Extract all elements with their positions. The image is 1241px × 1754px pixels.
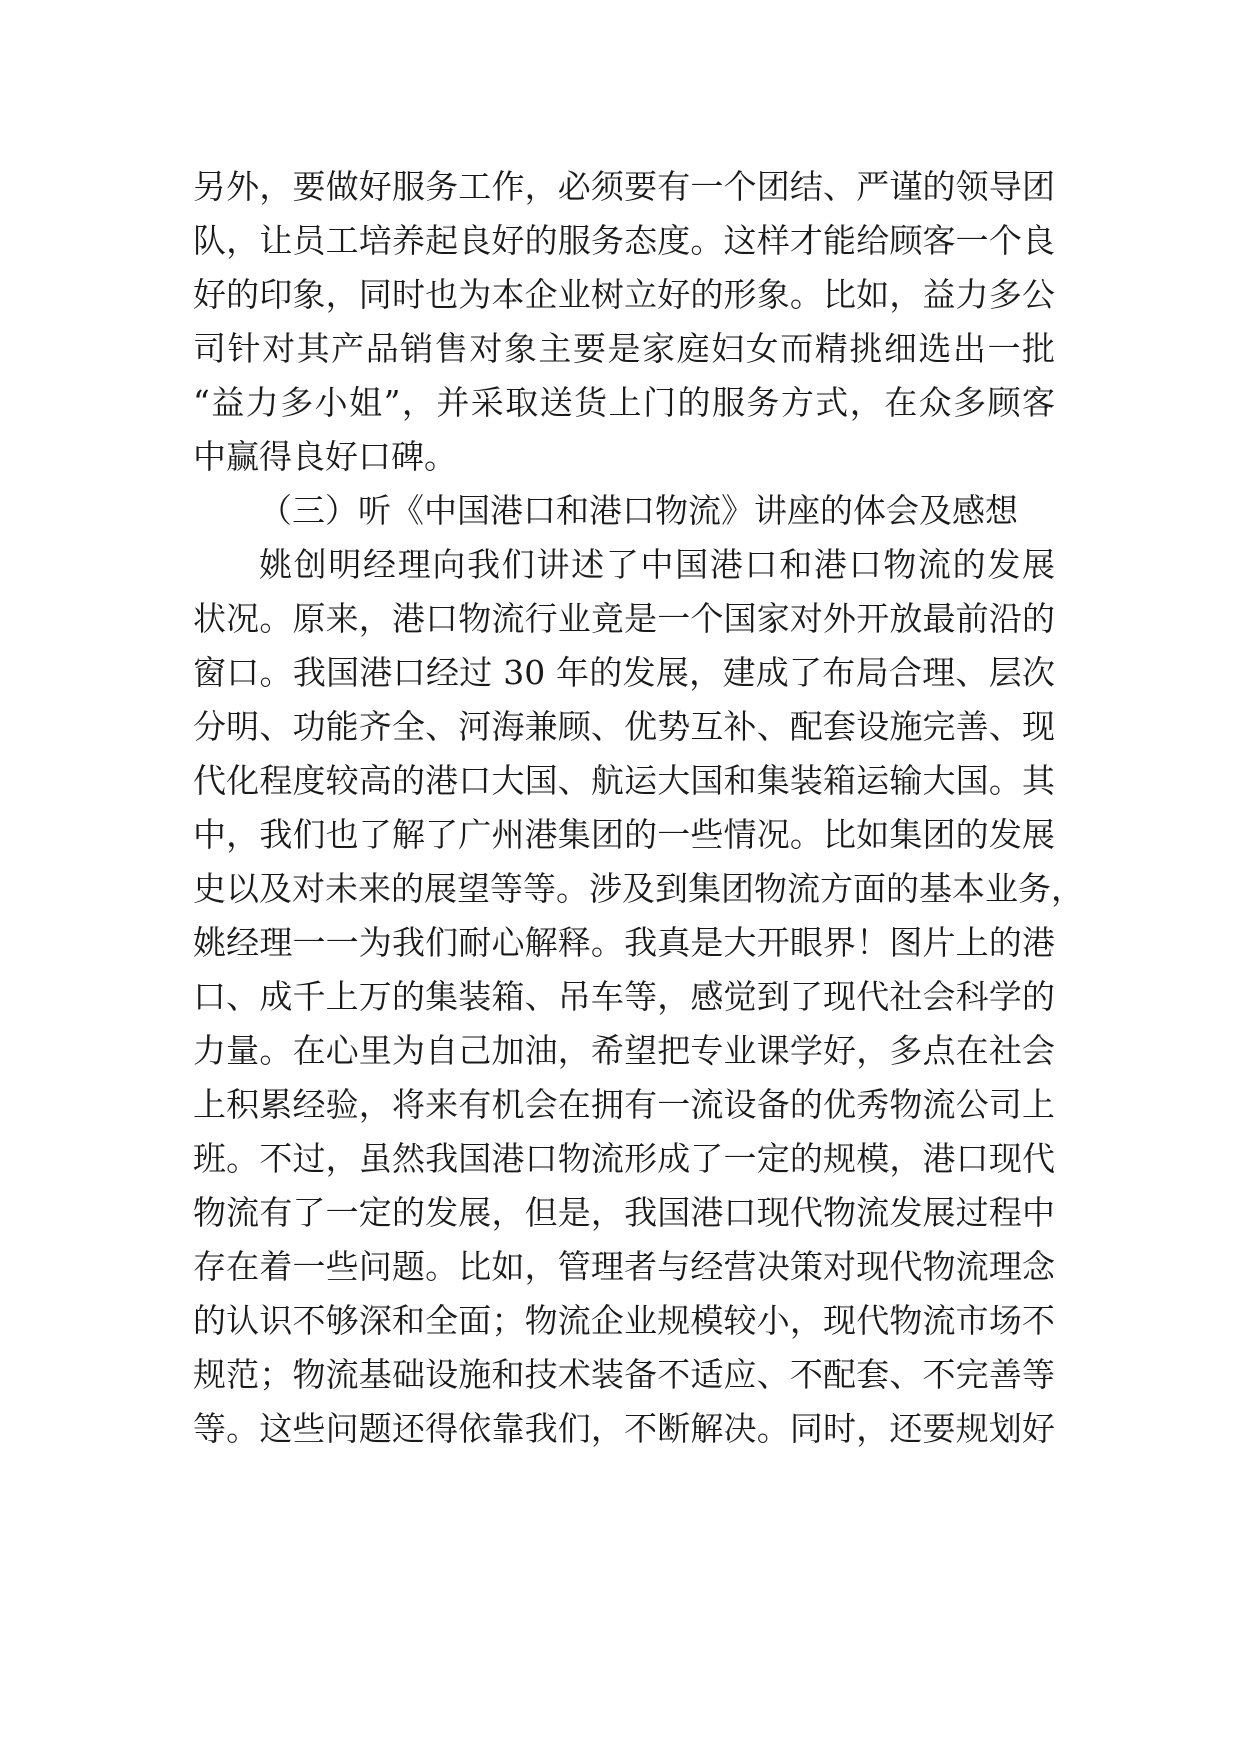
paragraph-line: 中赢得良好口碑。 (193, 437, 457, 476)
paragraph-line: 窗口。我国港口经过 30 年的发展，建成了布局合理、层次 (193, 653, 1055, 692)
paragraph-line: 分明、功能齐全、河海兼顾、优势互补、配套设施完善、现 (193, 707, 1055, 746)
paragraph-line: 状况。原来，港口物流行业竟是一个国家对外开放最前沿的 (193, 599, 1055, 638)
paragraph-line: 另外，要做好服务工作，必须要有一个团结、严谨的领导团 (193, 167, 1055, 206)
paragraph-line: 好的印象，同时也为本企业树立好的形象。比如，益力多公 (193, 275, 1055, 314)
paragraph-line: 司针对其产品销售对象主要是家庭妇女而精挑细选出一批 (193, 329, 1055, 368)
paragraph-line: 存在着一些问题。比如，管理者与经营决策对现代物流理念 (193, 1247, 1055, 1286)
paragraph-line: 姚经理一一为我们耐心解释。我真是大开眼界！图片上的港 (193, 923, 1055, 962)
paragraph-line: 史以及对未来的展望等等。涉及到集团物流方面的基本业务， (193, 869, 1084, 908)
paragraph-line: 中，我们也了解了广州港集团的一些情况。比如集团的发展 (193, 815, 1055, 854)
paragraph-line: 代化程度较高的港口大国、航运大国和集装箱运输大国。其 (193, 761, 1055, 800)
paragraph-line: 等。这些问题还得依靠我们，不断解决。同时，还要规划好 (193, 1409, 1055, 1448)
paragraph-service-team (193, 160, 1055, 484)
paragraph-line: 物流有了一定的发展，但是，我国港口现代物流发展过程中 (193, 1193, 1055, 1232)
paragraph-line: 的认识不够深和全面；物流企业规模较小，现代物流市场不 (193, 1301, 1055, 1340)
paragraph-line: 姚创明经理向我们讲述了中国港口和港口物流的发展 (259, 545, 1055, 584)
paragraph-port-logistics (193, 538, 1084, 1456)
paragraph-line: “益力多小姐”，并采取送货上门的服务方式，在众多顾客 (193, 383, 1055, 422)
paragraph-line: 队，让员工培养起良好的服务态度。这样才能给顾客一个良 (193, 221, 1055, 260)
paragraph-line: 力量。在心里为自己加油，希望把专业课学好，多点在社会 (193, 1031, 1055, 1070)
paragraph-line: 上积累经验，将来有机会在拥有一流设备的优秀物流公司上 (193, 1085, 1055, 1124)
paragraph-line: 口、成千上万的集装箱、吊车等，感觉到了现代社会科学的 (193, 977, 1055, 1016)
document-body (193, 160, 1084, 1456)
paragraph-line: 班。不过，虽然我国港口物流形成了一定的规模，港口现代 (193, 1139, 1055, 1178)
section-heading: （三）听《中国港口和港口物流》讲座的体会及感想 (259, 491, 1018, 530)
paragraph-line: 规范；物流基础设施和技术装备不适应、不配套、不完善等 (193, 1355, 1055, 1394)
